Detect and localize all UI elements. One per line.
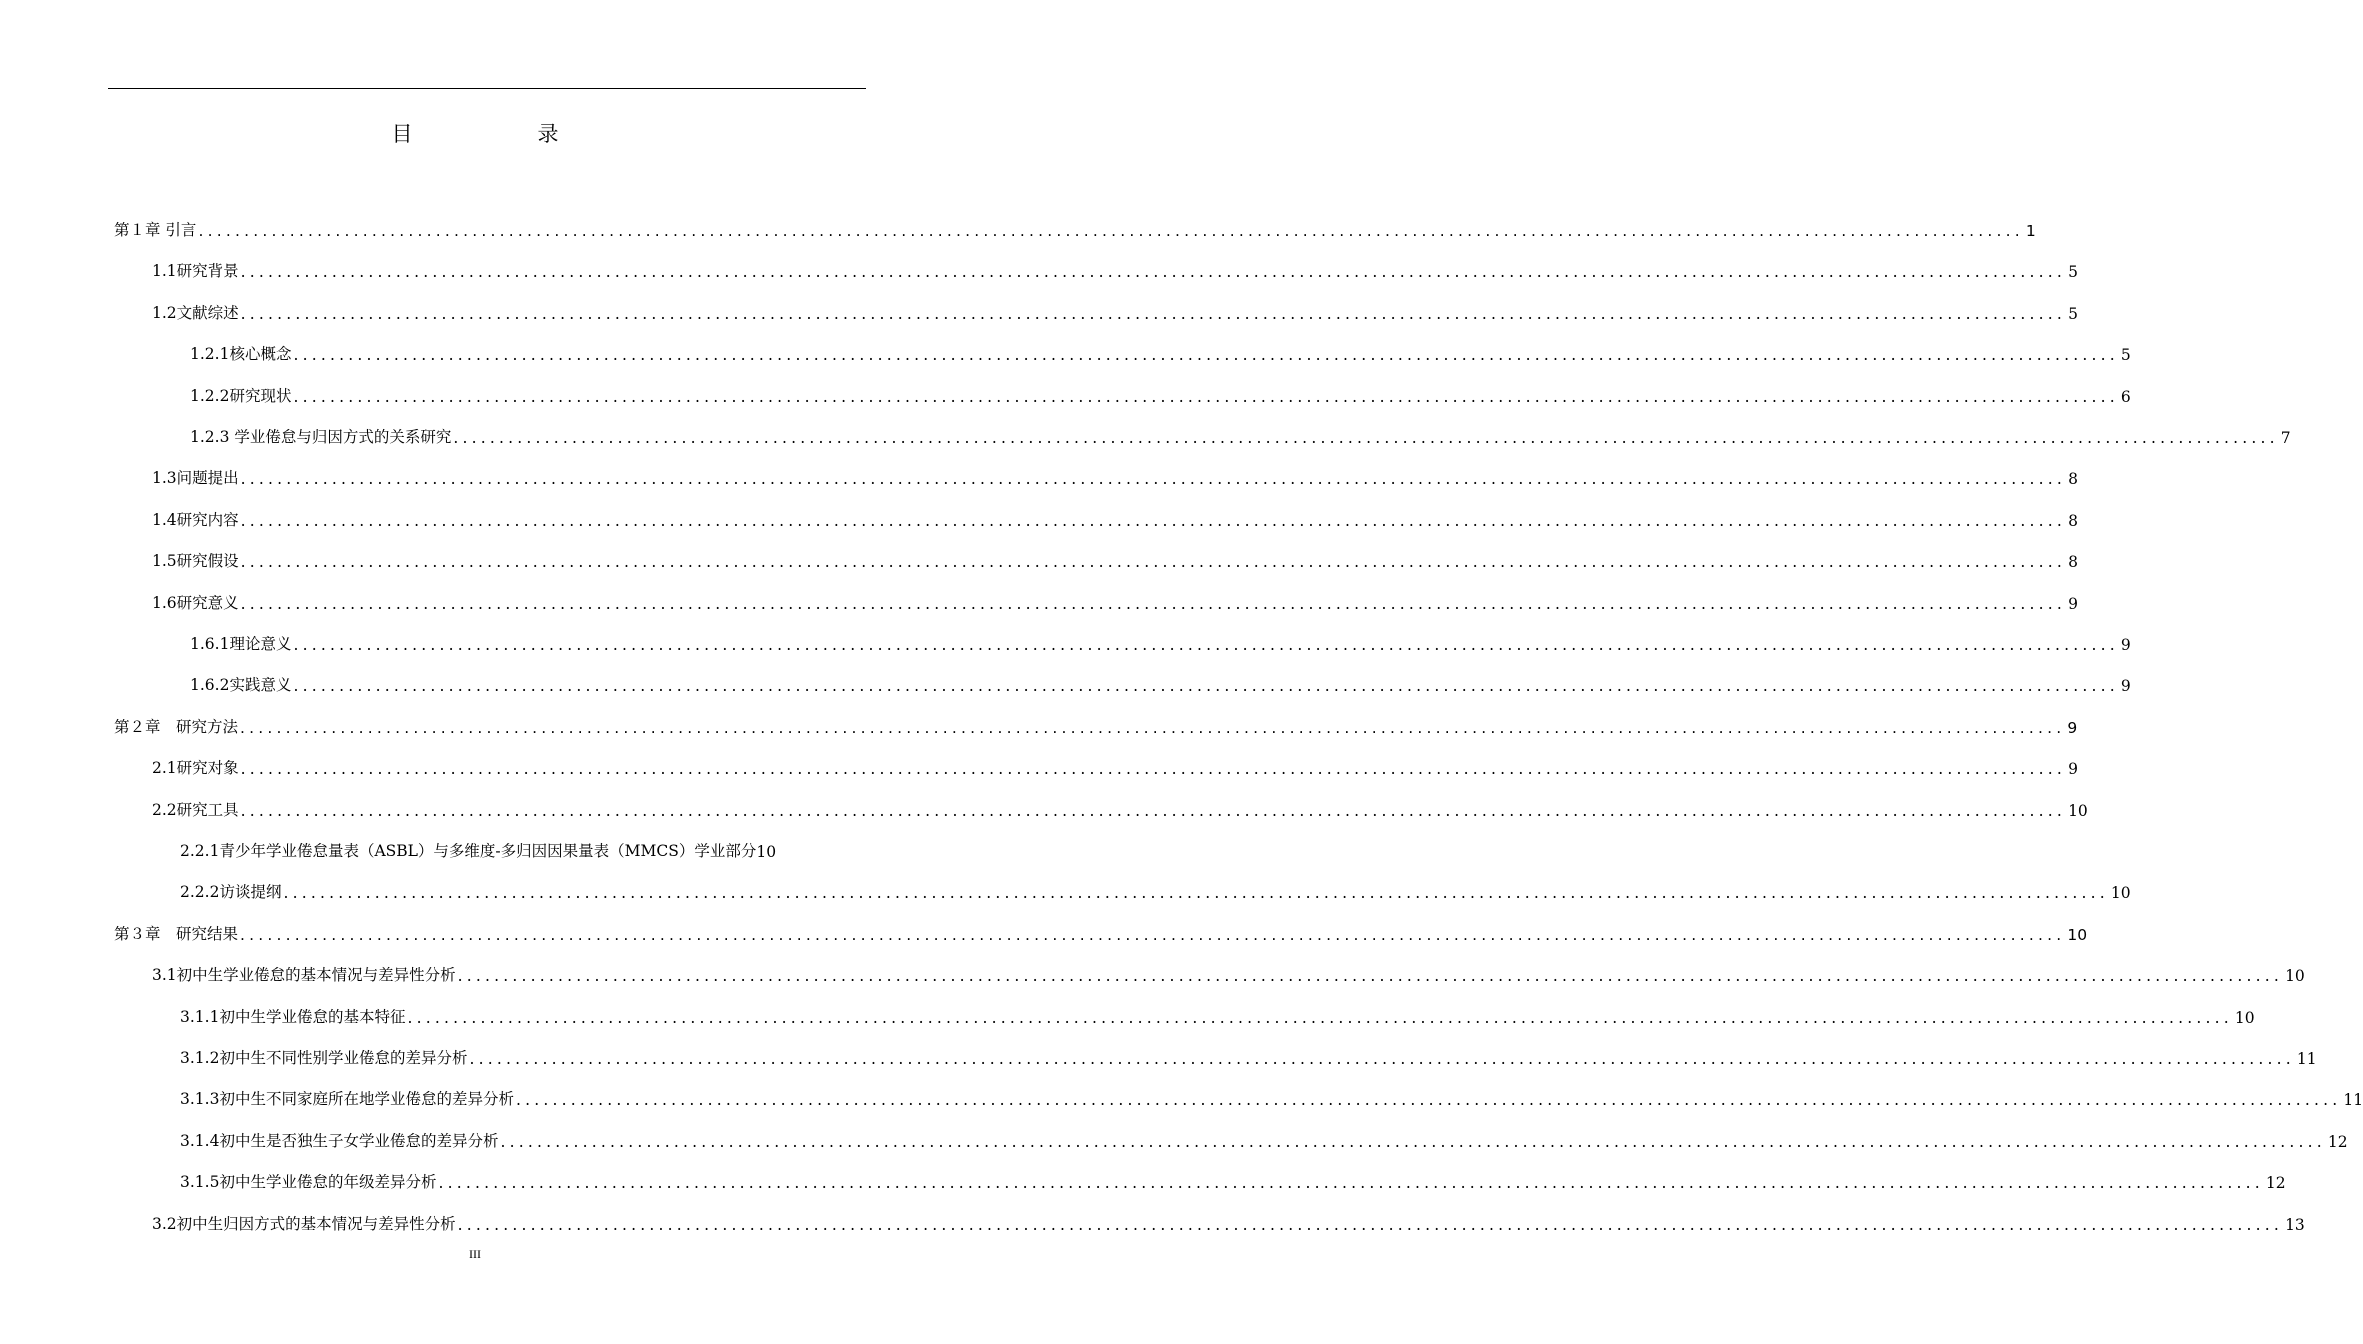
- toc-entry[interactable]: [152, 464, 2078, 489]
- toc-leader-dots: ........................................................................................................................................................................................................: [453, 429, 2279, 447]
- toc-entry[interactable]: [152, 299, 2078, 323]
- toc-entry-page: 12: [2265, 1174, 2286, 1193]
- toc-entry-page: 5: [2068, 304, 2078, 323]
- toc-entry-label: 1.4研究内容: [152, 510, 239, 529]
- toc-entry[interactable]: [152, 547, 2078, 572]
- toc-entry-page: 8: [2068, 470, 2078, 489]
- toc-entry-page: 10: [2234, 1008, 2255, 1027]
- toc-leader-dots: ........................................................................................................................................................................................................: [407, 1008, 2233, 1027]
- toc-entry[interactable]: [152, 754, 2078, 779]
- toc-entry-label: 第１章 引言: [114, 221, 197, 239]
- toc-entry[interactable]: [180, 1168, 2286, 1193]
- toc-entry-label: 3.2初中生归因方式的基本情况与差异性分析: [152, 1214, 456, 1233]
- toc-leader-dots: ........................................................................................................................................................................................................: [240, 801, 2067, 820]
- toc-leader-dots: ........................................................................................................................................................................................................: [240, 760, 2067, 779]
- toc-entry[interactable]: [190, 340, 2131, 365]
- toc-entry-label: 1.2文献综述: [152, 303, 239, 322]
- toc-leader-dots: ........................................................................................................................................................................................................: [457, 967, 2284, 986]
- header-rule: [108, 88, 866, 89]
- toc-entry[interactable]: [190, 671, 2131, 696]
- toc-entry[interactable]: [180, 1003, 2255, 1027]
- toc-entry[interactable]: [114, 216, 2036, 240]
- toc-entry-page: 5: [2120, 346, 2131, 365]
- toc-leader-dots: ........................................................................................................................................................................................................: [293, 636, 2119, 654]
- toc-entry-label: 1.2.1核心概念: [190, 345, 292, 364]
- toc-entry-page: 9: [2068, 594, 2078, 613]
- toc-entry-label: 第２章 研究方法: [114, 717, 239, 736]
- toc-entry-page: 13: [2285, 1215, 2305, 1234]
- toc-leader-dots: ........................................................................................................................................................................................................: [469, 1050, 2295, 1068]
- toc-leader-dots: ........................................................................................................................................................................................................: [438, 1174, 2264, 1193]
- toc-entry-page: 12: [2327, 1132, 2348, 1151]
- toc-entry-label: 1.2.2研究现状: [190, 386, 292, 405]
- toc-entry-label: 3.1初中生学业倦怠的基本情况与差异性分析: [152, 966, 456, 985]
- toc-entry-label: 3.1.3初中生不同家庭所在地学业倦怠的差异分析: [180, 1090, 514, 1109]
- toc-leader-dots: ........................................................................................................................................................................................................: [240, 470, 2067, 489]
- toc-entry[interactable]: [152, 257, 2078, 282]
- toc-entry[interactable]: [180, 1044, 2317, 1068]
- toc-entry[interactable]: [152, 506, 2078, 530]
- toc-entry-label: 1.6.1理论意义: [190, 635, 292, 653]
- toc-entry-page: 9: [2120, 677, 2131, 696]
- toc-entry-label: 3.1.4初中生是否独生子女学业倦怠的差异分析: [180, 1131, 499, 1150]
- toc-entry-page: 10: [2110, 884, 2131, 903]
- toc-entry-label: 1.1研究背景: [152, 262, 239, 281]
- toc-entry-label: 1.6.2实践意义: [190, 676, 292, 695]
- toc-entry-page: 8: [2068, 511, 2078, 530]
- toc-leader-dots: ........................................................................................................................................................................................................: [240, 263, 2067, 282]
- toc-entry[interactable]: [190, 630, 2131, 654]
- toc-entry-label: 2.1研究对象: [152, 759, 239, 778]
- toc-leader-dots: ........................................................................................................................................................................................................: [198, 222, 2024, 240]
- toc-entry[interactable]: [152, 796, 2088, 820]
- toc-entry[interactable]: [180, 1085, 2363, 1110]
- toc-leader-dots: ........................................................................................................................................................................................................: [515, 1091, 2342, 1110]
- toc-entry-page: 10: [2068, 801, 2088, 820]
- toc-leader-dots: ........................................................................................................................................................................................................: [240, 553, 2067, 572]
- toc-entry-page: 5: [2068, 263, 2078, 282]
- toc-leader-dots: ........................................................................................................................................................................................................: [240, 304, 2067, 323]
- toc-entry-label: 第３章 研究结果: [114, 924, 239, 943]
- toc-entry-page: 10: [2285, 967, 2305, 986]
- toc-entry[interactable]: [152, 589, 2078, 613]
- toc-entry-label: 3.1.2初中生不同性别学业倦怠的差异分析: [180, 1049, 468, 1067]
- toc-entry[interactable]: [180, 837, 874, 861]
- toc-leader-dots: ........................................................................................................................................................................................................: [500, 1132, 2326, 1151]
- toc-entry[interactable]: [152, 961, 2305, 986]
- toc-entry[interactable]: [180, 878, 2131, 903]
- toc-leader-dots: ........................................................................................................................................................................................................: [240, 511, 2067, 530]
- toc-entry-label: 1.5研究假设: [152, 552, 239, 571]
- toc-leader-dots: ........................................................................................................................................................................................................: [283, 884, 2109, 903]
- toc-leader-dots: ........................................................................................................................................................................................................: [240, 594, 2067, 613]
- toc-entry-label: 1.2.3 学业倦怠与归因方式的关系研究: [190, 428, 452, 446]
- toc-entry-page: 10: [756, 843, 777, 861]
- toc-entry[interactable]: [114, 713, 2078, 737]
- toc-entry[interactable]: [190, 423, 2291, 447]
- toc-entry[interactable]: [114, 920, 2088, 944]
- page-number: III: [469, 1247, 481, 1261]
- toc-entry-label: 3.1.5初中生学业倦怠的年级差异分析: [180, 1173, 437, 1192]
- toc-entry[interactable]: [152, 1210, 2305, 1234]
- toc-leader-dots: ........................................................................................................................................................................................................: [293, 387, 2119, 406]
- toc-entry-label: 2.2.2访谈提纲: [180, 883, 282, 902]
- toc-entry-label: 2.2研究工具: [152, 800, 239, 819]
- toc-leader-dots: ........................................................................................................................................................................................................: [240, 718, 2066, 737]
- toc-entry-label: 3.1.1初中生学业倦怠的基本特征: [180, 1007, 406, 1026]
- toc-entry-page: 6: [2120, 387, 2131, 406]
- toc-entry-page: 9: [2068, 760, 2078, 779]
- toc-leader-dots: ........................................................................................................................................................................................................: [293, 346, 2119, 365]
- toc-leader-dots: ........................................................................................................................................................................................................: [293, 677, 2119, 696]
- toc-leader-dots: ........................................................................................................................................................................................................: [240, 925, 2066, 944]
- toc-entry-page: 9: [2120, 636, 2131, 654]
- toc-leader-dots: ........................................................................................................................................................................................................: [457, 1215, 2284, 1234]
- toc-entry[interactable]: [180, 1127, 2348, 1151]
- toc-entry-label: 1.6研究意义: [152, 593, 239, 612]
- toc-entry-page: 11: [2343, 1091, 2363, 1110]
- toc-entry[interactable]: [190, 382, 2131, 406]
- toc-entry-label: 1.3问题提出: [152, 469, 239, 488]
- toc-entry-page: 8: [2068, 553, 2078, 572]
- toc-entry-page: 7: [2280, 429, 2291, 447]
- toc-entry-page: 9: [2067, 718, 2078, 737]
- toc-entry-page: 1: [2025, 222, 2036, 240]
- toc-entry-page: 10: [2067, 925, 2088, 944]
- toc-entry-page: 11: [2296, 1050, 2317, 1068]
- page-title: 目 录: [391, 122, 611, 146]
- toc-entry-label: 2.2.1青少年学业倦怠量表（ASBL）与多维度-多归因因果量表（MMCS）学业部分: [180, 842, 757, 860]
